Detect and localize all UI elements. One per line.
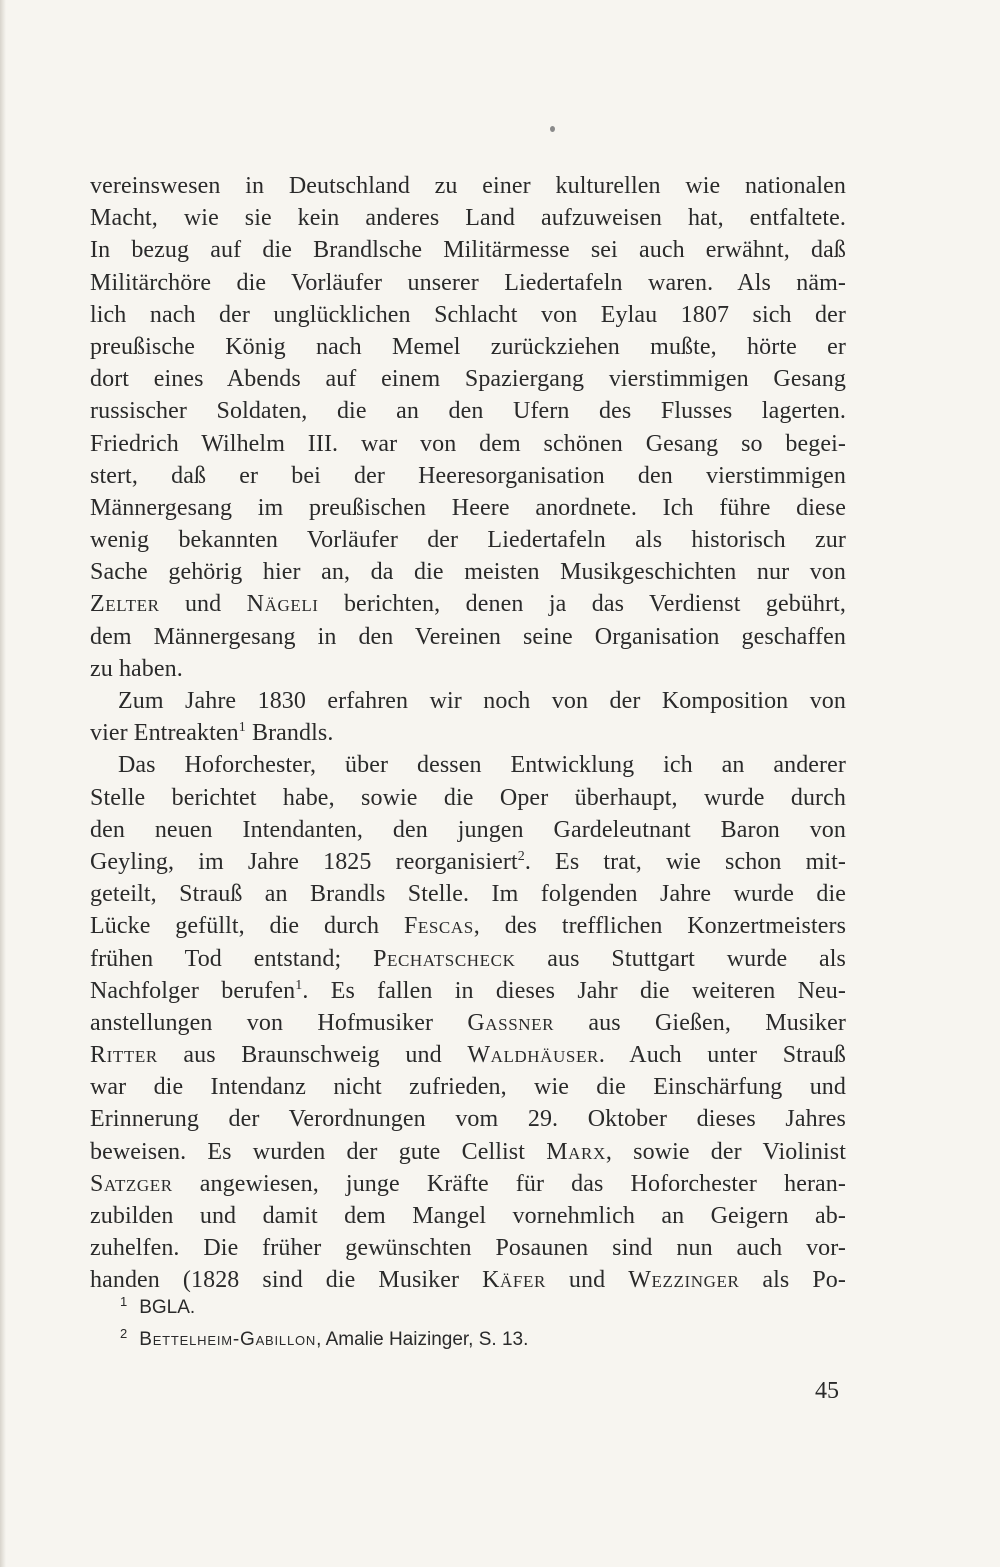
name-small-caps: Bettelheim-Gabillon [139, 1329, 317, 1350]
text-run: , Amalie Haizinger, S. 13. [316, 1329, 529, 1350]
text-line [90, 749, 846, 781]
text-run: Lücke gefüllt, die durch [90, 913, 404, 940]
text-line [90, 975, 846, 1007]
text-line [90, 588, 846, 620]
text-run: Das Hoforchester, über dessen Entwicklung ich an anderer [118, 752, 846, 779]
text-run: , sowie der Violinist [605, 1138, 846, 1165]
text-run: zuhelfen. Die früher gewünschten Posaunen sind nun auch vor- [90, 1235, 846, 1262]
name-small-caps: Wezzinger [628, 1267, 740, 1294]
text-line [90, 299, 846, 331]
name-small-caps: Nägeli [246, 591, 319, 618]
text-run: Brandls. [245, 720, 334, 747]
text-run: preußische König nach Memel zurückziehen mußte, hörte er [90, 333, 846, 360]
footnote-mark: 2 [120, 1326, 128, 1341]
text-run: beweisen. Es wurden der gute Cellist [90, 1138, 547, 1165]
text-line [90, 1007, 846, 1039]
name-small-caps: Pechatscheck [373, 945, 516, 972]
text-run: Stelle berichtet habe, sowie die Oper überhaupt, wurde durch [90, 784, 846, 811]
text-run: vier Entreakten [90, 720, 239, 747]
text-run: Sache gehörig hier an, da die meisten Musikgeschichten nur von [90, 559, 846, 586]
text-run: lich nach der unglücklichen Schlacht von Eylau 1807 sich der [90, 301, 846, 328]
text-line [90, 1232, 846, 1264]
text-run: frühen Tod entstand; [90, 945, 374, 972]
text-run: angewiesen, junge Kräfte für das Hoforchester heran- [172, 1170, 846, 1197]
text-line [90, 234, 846, 266]
text-line [90, 1200, 846, 1232]
text-run: , des trefflichen Konzertmeisters [473, 913, 847, 940]
footnote [120, 1324, 528, 1356]
text-line [90, 782, 846, 814]
text-run: als Po- [739, 1267, 846, 1294]
footnote [120, 1292, 528, 1324]
text-run: Erinnerung der Verordnungen vom 29. Oktober dieses Jahres [90, 1106, 846, 1133]
name-small-caps: Satzger [90, 1170, 173, 1197]
text-run: und [545, 1267, 629, 1294]
text-run: aus Braunschweig und [157, 1042, 468, 1069]
text-line [90, 1136, 846, 1168]
name-small-caps: Zelter [90, 591, 160, 618]
name-small-caps: Marx [546, 1138, 606, 1165]
footnote-reference: 1 [295, 977, 303, 993]
text-run: geteilt, Strauß an Brandls Stelle. Im folgenden Jahre wurde die [90, 881, 846, 908]
text-run: Friedrich Wilhelm III. war von dem schönen Gesang so begei- [90, 430, 846, 457]
text-line [90, 331, 846, 363]
text-run: war die Intendanz nicht zufrieden, wie die Einschärfung und [90, 1074, 846, 1101]
text-line [90, 1039, 846, 1071]
footnote-reference: 1 [238, 720, 246, 736]
text-run: . Es fallen in dieses Jahr die weiteren Neu- [302, 977, 846, 1004]
name-small-caps: Käfer [482, 1267, 546, 1294]
text-run: Zum Jahre 1830 erfahren wir noch von der Komposition von [118, 688, 846, 714]
body-text [90, 170, 846, 1297]
text-line [90, 685, 846, 717]
text-run: stert, daß er bei der Heeresorganisation den vierstimmigen [90, 462, 846, 489]
text-run: den neuen Intendanten, den jungen Gardeleutnant Baron von [90, 816, 846, 843]
footnote-reference: 2 [517, 848, 525, 864]
page-number: 45 [815, 1378, 839, 1404]
text-run: berichten, denen ja das Verdienst gebührt, [318, 591, 847, 618]
text-run: Männergesang im preußischen Heere anordnete. Ich führe diese [90, 494, 846, 521]
text-run: BGLA. [139, 1297, 196, 1318]
text-run: In bezug auf die Brandlsche Militärmesse sei auch erwähnt, daß [90, 237, 846, 264]
name-small-caps: Gassner [467, 1009, 555, 1036]
text-run: wenig bekannten Vorläufer der Liedertafeln als historisch zur [90, 527, 846, 554]
text-line [90, 943, 846, 975]
text-run: zu haben. [90, 655, 183, 682]
text-run: dem Männergesang in den Vereinen seine Organisation geschaffen [90, 623, 846, 650]
text-run: Macht, wie sie kein anderes Land aufzuweisen hat, entfaltete. [90, 205, 846, 232]
text-line [90, 460, 846, 492]
text-line [90, 395, 846, 427]
name-small-caps: Fescas [403, 913, 474, 940]
text-line [90, 814, 846, 846]
footnotes [120, 1292, 528, 1356]
text-line [90, 878, 846, 910]
text-line [90, 363, 846, 395]
text-run: aus Stuttgart wurde als [515, 945, 846, 972]
page-edge-shadow [0, 0, 6, 1567]
text-line [90, 621, 846, 653]
text-line [90, 717, 846, 749]
text-run: . Auch unter Strauß [598, 1042, 846, 1069]
text-run: vereinswesen in Deutschland zu einer kulturellen wie nationalen [90, 173, 846, 199]
text-run: anstellungen von Hofmusiker [90, 1009, 468, 1036]
text-run: Militärchöre die Vorläufer unserer Liedertafeln waren. Als näm- [90, 269, 846, 296]
print-speck [550, 126, 555, 132]
text-line [90, 1071, 846, 1103]
name-small-caps: Waldhäuser [467, 1042, 599, 1069]
text-line [90, 556, 846, 588]
text-run: dort eines Abends auf einem Spaziergang vierstimmigen Gesang [90, 366, 846, 393]
text-run: zubilden und damit dem Mangel vornehmlich an Geigern ab- [90, 1203, 846, 1229]
text-line [90, 428, 846, 460]
text-run: russischer Soldaten, die an den Ufern des Flusses lagerten. [90, 398, 846, 425]
text-line [90, 524, 846, 556]
text-line [90, 170, 846, 202]
text-line [90, 846, 846, 878]
text-run: aus Gießen, Musiker [554, 1009, 846, 1036]
text-run: und [159, 591, 247, 618]
text-run: handen (1828 sind die Musiker [90, 1267, 483, 1294]
name-small-caps: Ritter [90, 1042, 158, 1069]
text-line [90, 492, 846, 524]
text-line [90, 910, 846, 942]
text-line [90, 267, 846, 299]
text-run: . Es trat, wie schon mit- [524, 848, 846, 875]
text-line [90, 653, 846, 685]
text-run: Geyling, im Jahre 1825 reorganisiert [90, 848, 518, 875]
text-line [90, 202, 846, 234]
text-run: Nachfolger berufen [90, 977, 296, 1004]
text-line [90, 1168, 846, 1200]
text-line [90, 1103, 846, 1135]
footnote-mark: 1 [120, 1294, 128, 1309]
